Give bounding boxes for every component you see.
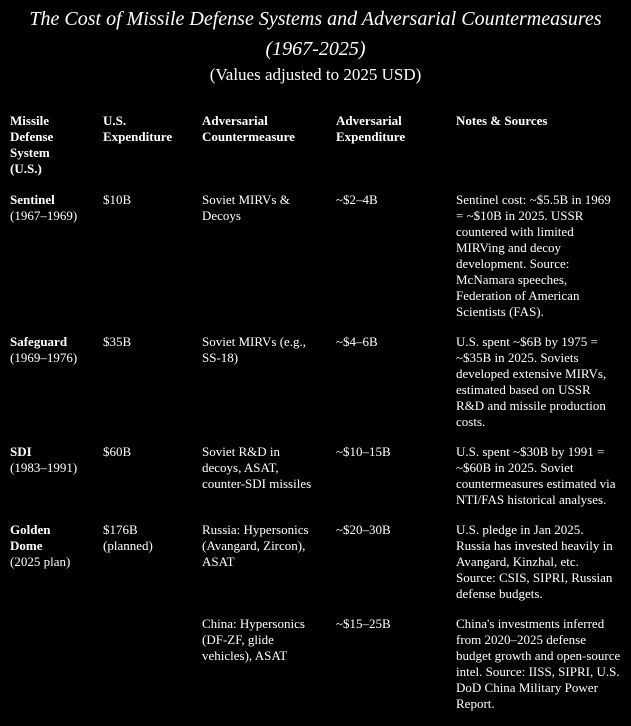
cell-adv-expenditure: ~$20–30B — [336, 522, 391, 537]
cell-us-expenditure: $176B (planned) — [103, 522, 153, 553]
cell-notes: China's investments inferred from 2020–2025 defense budget growth and open-source intel. Source: IISS, SIPRI, U.S. DoD China Military Power Report. — [456, 616, 621, 711]
cell-system — [0, 522, 93, 616]
system-period: (1967–1969) — [10, 208, 78, 223]
cell-notes: U.S. spent ~$6B by 1975 = ~$35B in 2025. Soviets developed extensive MIRVs, estimated based on USSR R&D and missile production costs. — [456, 334, 607, 429]
cell-adv-expenditure: ~$4–6B — [336, 334, 378, 349]
table-row — [0, 334, 631, 444]
header-adv-expenditure: Adversarial Expenditure — [336, 113, 406, 144]
system-period: (1983–1991) — [10, 460, 78, 475]
cell-system — [0, 334, 93, 444]
header-notes: Notes & Sources — [456, 113, 548, 128]
table-row — [0, 191, 631, 334]
table-row — [0, 444, 631, 522]
cell-countermeasure: China: Hypersonics (DF-ZF, glide vehicles), ASAT — [202, 616, 305, 663]
cell-system — [0, 191, 93, 334]
header-us-expenditure: U.S. Expenditure — [103, 113, 173, 144]
title-line-1: The Cost of Missile Defense Systems and Adversarial Countermeasures — [29, 8, 602, 30]
table-header-row — [0, 109, 631, 191]
table-row — [0, 522, 631, 616]
system-name: Sentinel — [10, 192, 55, 207]
system-name: Safeguard — [10, 334, 68, 349]
system-period: (2025 plan) — [10, 554, 71, 569]
cell-system — [0, 616, 93, 726]
cell-us-expenditure: $10B — [103, 192, 132, 207]
cell-adv-expenditure: ~$2–4B — [336, 192, 378, 207]
cell-countermeasure: Soviet MIRVs & Decoys — [202, 192, 290, 223]
system-name: SDI — [10, 444, 32, 459]
cell-countermeasure: Soviet MIRVs (e.g., SS-18) — [202, 334, 307, 365]
cell-notes: Sentinel cost: ~$5.5B in 1969 = ~$10B in 2025. USSR countered with limited MIRVing and decoy development. Source: McNamara speeches, Federation of American Scientists (FAS). — [456, 192, 611, 319]
cell-adv-expenditure: ~$10–15B — [336, 444, 391, 459]
cell-notes: U.S. pledge in Jan 2025. Russia has invested heavily in Avangard, Kinzhal, etc. Source: CSIS, SIPRI, Russian defense budgets. — [456, 522, 613, 601]
cell-adv-expenditure: ~$15–25B — [336, 616, 391, 631]
cell-us-expenditure — [93, 616, 192, 726]
system-period: (1969–1976) — [10, 350, 78, 365]
cell-countermeasure: Soviet R&D in decoys, ASAT, counter-SDI missiles — [202, 444, 312, 491]
cell-us-expenditure: $60B — [103, 444, 132, 459]
page-title — [0, 4, 631, 64]
header-countermeasure: Adversarial Countermeasure — [202, 113, 295, 144]
table-row — [0, 616, 631, 726]
cell-notes: U.S. spent ~$30B by 1991 = ~$60B in 2025. Soviet countermeasures estimated via NTI/FAS historical analyses. — [456, 444, 616, 507]
title-line-2: (1967-2025) — [265, 38, 366, 60]
cell-us-expenditure: $35B — [103, 334, 132, 349]
cell-countermeasure: Russia: Hypersonics (Avangard, Zircon), ASAT — [202, 522, 309, 569]
cell-system — [0, 444, 93, 522]
page-subtitle: (Values adjusted to 2025 USD) — [209, 65, 422, 84]
header-system: Missile Defense System (U.S.) — [10, 113, 54, 176]
cost-table — [0, 109, 631, 726]
system-name: Golden Dome — [10, 522, 51, 553]
